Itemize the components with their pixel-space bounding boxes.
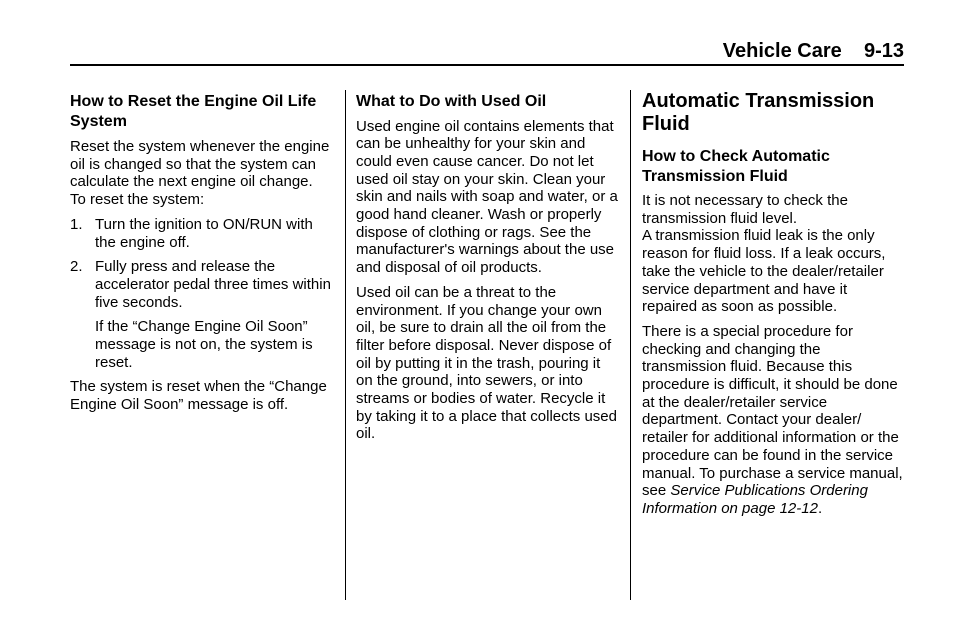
service-publications-reference: Service Publications Ordering Information on page 12-12 xyxy=(642,482,868,517)
reset-intro-paragraph: Reset the system whenever the engine oil is changed so that the system can calculate the next engine oil change. To reset the system: xyxy=(70,138,330,209)
transmission-paragraph-2 xyxy=(642,323,906,518)
used-oil-heading: What to Do with Used Oil xyxy=(356,93,547,110)
step-text: Turn the ignition to ON/RUN with the engine off. xyxy=(95,215,313,251)
transmission-paragraph-1b: A transmission fluid leak is the only reason for fluid loss. If a leak occurs, take the vehicle to the dealer/retailer service department and have it repaired as soon as possible. xyxy=(642,227,886,316)
column-used-oil xyxy=(356,90,620,443)
page-header xyxy=(70,38,904,64)
header-rule xyxy=(70,64,904,66)
reset-closing-paragraph: The system is reset when the “Change Engine Oil Soon” message is off. xyxy=(70,378,327,414)
page-number: 9-13 xyxy=(863,40,904,62)
transmission-fluid-heading: Automatic Transmission Fluid xyxy=(642,90,875,135)
check-transmission-fluid-heading: How to Check Automatic Transmission Fluid xyxy=(642,148,830,185)
reset-oil-life-heading: How to Reset the Engine Oil Life System xyxy=(70,93,317,130)
list-item xyxy=(70,216,332,251)
list-item xyxy=(70,258,332,311)
transmission-paragraph-2-text: There is a special procedure for checking and changing the transmission fluid. Because this procedure is difficult, it should be done at the dealer/retailer service department. Contact your dealer/ retailer for additional information or the procedure can be found in the service manual. To purchase a service manual, see xyxy=(642,322,903,500)
used-oil-paragraph-1: Used engine oil contains elements that can be unhealthy for your skin and could even cause cancer. Do not let used oil stay on your skin. Clean your skin and nails with soap and water, or a good hand cleaner. Wash or properly dispose of clothing or rags. See the manufacturer's warnings about the use and disposal of oil products. xyxy=(356,117,618,277)
step-number: 2. xyxy=(70,258,83,276)
step-number: 1. xyxy=(70,215,83,233)
step-note: If the “Change Engine Oil Soon” message is not on, the system is reset. xyxy=(95,318,313,371)
step-text: Fully press and release the accelerator pedal three times within five seconds. xyxy=(95,258,331,311)
column-reset-oil-life xyxy=(70,90,332,414)
running-head xyxy=(723,38,904,64)
used-oil-paragraph-2: Used oil can be a threat to the environment. If you change your own oil, be sure to drain all the oil from the filter before disposal. Never dispose of oil by putting it in the trash, pouring it on the ground, into sewers, or into streams or bodies of water. Recycle it by taking it to a place that collects used oil. xyxy=(356,283,617,443)
column-divider-2 xyxy=(630,90,631,600)
transmission-paragraph-1a: It is not necessary to check the transmission fluid level. xyxy=(642,192,848,227)
paragraph-end: . xyxy=(817,499,823,517)
column-transmission-fluid xyxy=(642,90,906,518)
column-divider-1 xyxy=(345,90,346,600)
section-title: Vehicle Care xyxy=(722,40,842,62)
